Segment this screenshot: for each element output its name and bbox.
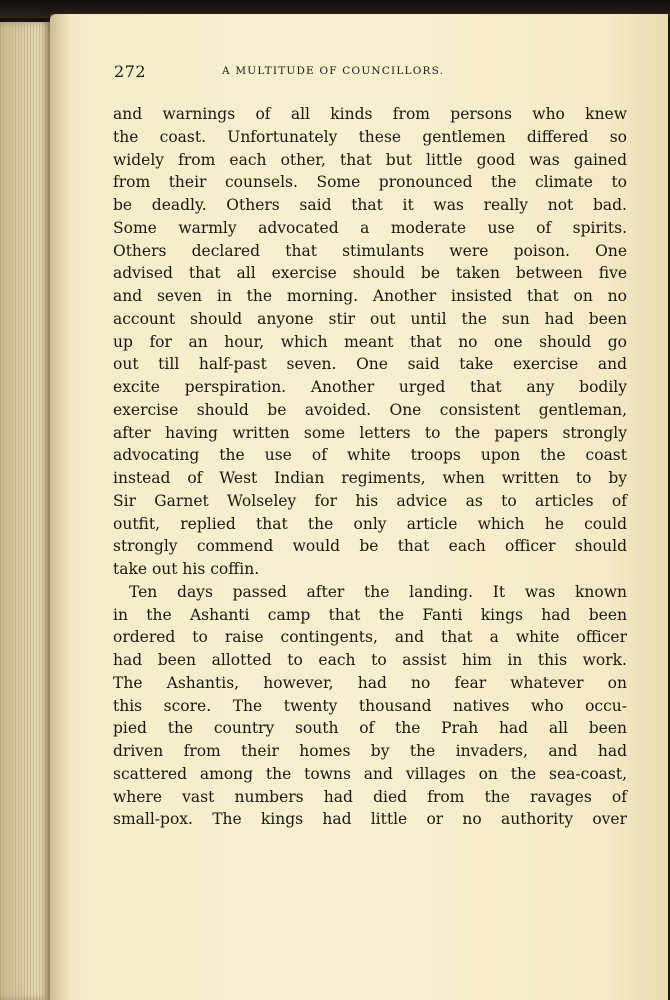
text-line: outfit, replied that the only article which he could <box>113 514 627 533</box>
text-line: from their counsels. Some pronounced the climate to <box>113 173 627 192</box>
text-line: pied the country south of the Prah had all been <box>113 719 627 738</box>
text-line: Sir Garnet Wolseley for his advice as to articles of <box>113 491 627 510</box>
running-head: A MULTITUDE OF COUNCILLORS. <box>222 65 445 77</box>
text-line: excite perspiration. Another urged that any bodily <box>113 378 627 396</box>
text-line: instead of West Indian regiments, when written to by <box>113 469 627 487</box>
text-line: and warnings of all kinds from persons who knew <box>113 105 627 123</box>
page-edges-stack <box>0 22 52 1000</box>
text-line: The Ashantis, however, had no fear whatever on <box>113 673 627 692</box>
text-line: small-pox. The kings had little or no authority over <box>113 810 627 829</box>
text-line: where vast numbers had died from the ravages of <box>113 787 627 806</box>
text-line: ordered to raise contingents, and that a white officer <box>113 628 627 647</box>
text-line: up for an hour, which meant that no one should go <box>113 332 627 351</box>
body-text <box>113 103 627 831</box>
text-line: and seven in the morning. Another insisted that on no <box>113 287 627 305</box>
page-header <box>114 62 582 88</box>
text-line: driven from their homes by the invaders, and had <box>113 742 627 760</box>
text-line: be deadly. Others said that it was really not bad. <box>113 196 627 214</box>
text-line: had been allotted to each to assist him in this work. <box>113 651 627 669</box>
text-line: scattered among the towns and villages on the sea-coast, <box>113 764 627 783</box>
page-gutter-shadow <box>50 14 70 1000</box>
text-line: the coast. Unfortunately these gentlemen differed so <box>113 127 627 146</box>
text-line: Others declared that stimulants were poison. One <box>113 241 627 260</box>
page-number: 272 <box>114 62 147 81</box>
text-line: Ten days passed after the landing. It was known <box>129 582 627 601</box>
text-line: account should anyone stir out until the sun had been <box>113 309 627 328</box>
text-line: in the Ashanti camp that the Fanti kings had been <box>113 605 627 624</box>
text-line: take out his coffin. <box>113 560 260 578</box>
text-line: Some warmly advocated a moderate use of spirits. <box>113 218 627 237</box>
text-line: advised that all exercise should be taken between five <box>113 264 627 283</box>
text-line: out till half-past seven. One said take exercise and <box>113 355 627 374</box>
text-line: after having written some letters to the papers strongly <box>113 423 627 442</box>
text-line: advocating the use of white troops upon the coast <box>113 446 627 465</box>
text-line: strongly commend would be that each officer should <box>113 537 627 556</box>
text-line: exercise should be avoided. One consistent gentleman, <box>113 400 627 419</box>
text-line: this score. The twenty thousand natives who occu- <box>113 696 627 715</box>
text-line: widely from each other, that but little good was gained <box>113 150 627 169</box>
